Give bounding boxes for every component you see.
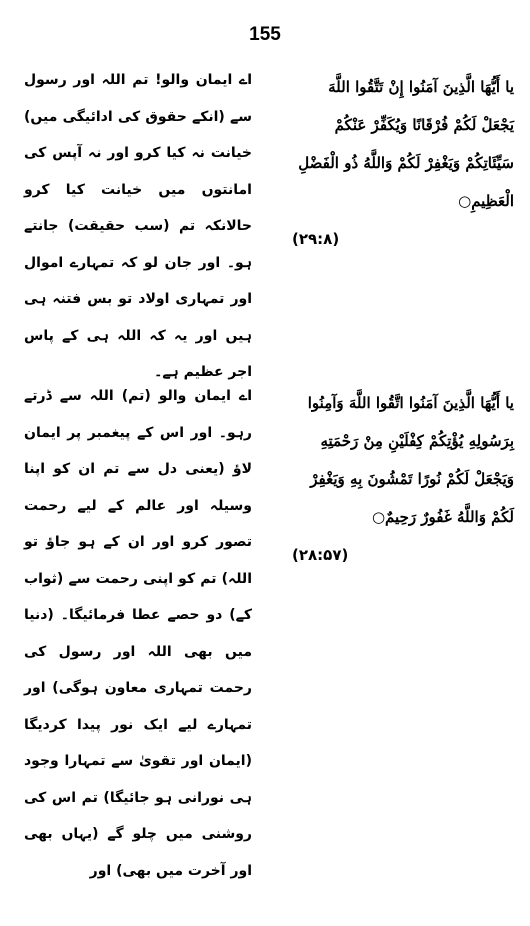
arabic-text: يا أَيُّهَا الَّذِينَ آمَنُوا اتَّقُوا اللَّهَ وَآمِنُوا بِرَسُولِهِ يُؤْتِكُمْ كِفْلَيْنِ مِنْ رَحْمَتِهِ وَيَجْعَلْ لَكُمْ نُورًا تَمْشُونَ بِهِ وَيَغْفِرْ لَكُمْ وَاللَّهُ غَفُورٌ رَحِيمٌ○	[307, 394, 514, 526]
arabic-verse-1	[292, 68, 514, 248]
page-number: 155	[249, 24, 281, 45]
urdu-translation-1	[24, 62, 252, 391]
urdu-text: اے ایمان والو! تم اللہ اور رسول سے (انکے حقوق کی ادائیگی میں) خیانت نہ کیا کرو اور نہ آپس کی امانتوں میں خیانت کیا کرو حالانکہ تم (سب حقیقت) جانتے ہو۔ اور جان لو کہ تمہارے اموال اور تمہاری اولاد تو بس فتنہ ہی ہیں اور یہ کہ اللہ ہی کے پاس اجر عظیم ہے۔	[24, 72, 252, 380]
urdu-text: اے ایمان والو (تم) اللہ سے ڈرتے رہو۔ اور اس کے پیغمبر پر ایمان لاؤ (یعنی دل سے تم ان کو اپنا وسیلہ اور عالم کے لیے رحمت تصور کرو اور ان کے ہو جاؤ تو اللہ) تم کو اپنی رحمت سے (ثواب کے) دو حصے عطا فرمائیگا۔ (دنیا میں بھی اللہ اور رسول کی رحمت تمہاری معاون ہوگی) اور تمہارے لیے ایک نور پیدا کردیگا (ایمان اور تقویٰ سے تمہارا وجود ہی نورانی ہو جائیگا) تم اس کی روشنی میں چلو گے (یہاں بھی اور آخرت میں بھی) اور	[24, 388, 252, 879]
page-content	[24, 62, 512, 912]
urdu-translation-2	[24, 378, 252, 889]
arabic-verse-2	[292, 384, 514, 564]
arabic-text: يا أَيُّهَا الَّذِينَ آمَنُوا إِنْ تَتَّقُوا اللَّهَ يَجْعَلْ لَكُمْ فُرْقَانًا وَيُكَفِّرْ عَنْكُمْ سَيِّئَاتِكُمْ وَيَغْفِرْ لَكُمْ وَاللَّهُ ذُو الْفَضْلِ الْعَظِيمِ○	[298, 78, 514, 210]
verse-reference: (۲۸:۵۷)	[292, 546, 349, 564]
verse-reference: (۲۹:۸)	[292, 230, 340, 248]
